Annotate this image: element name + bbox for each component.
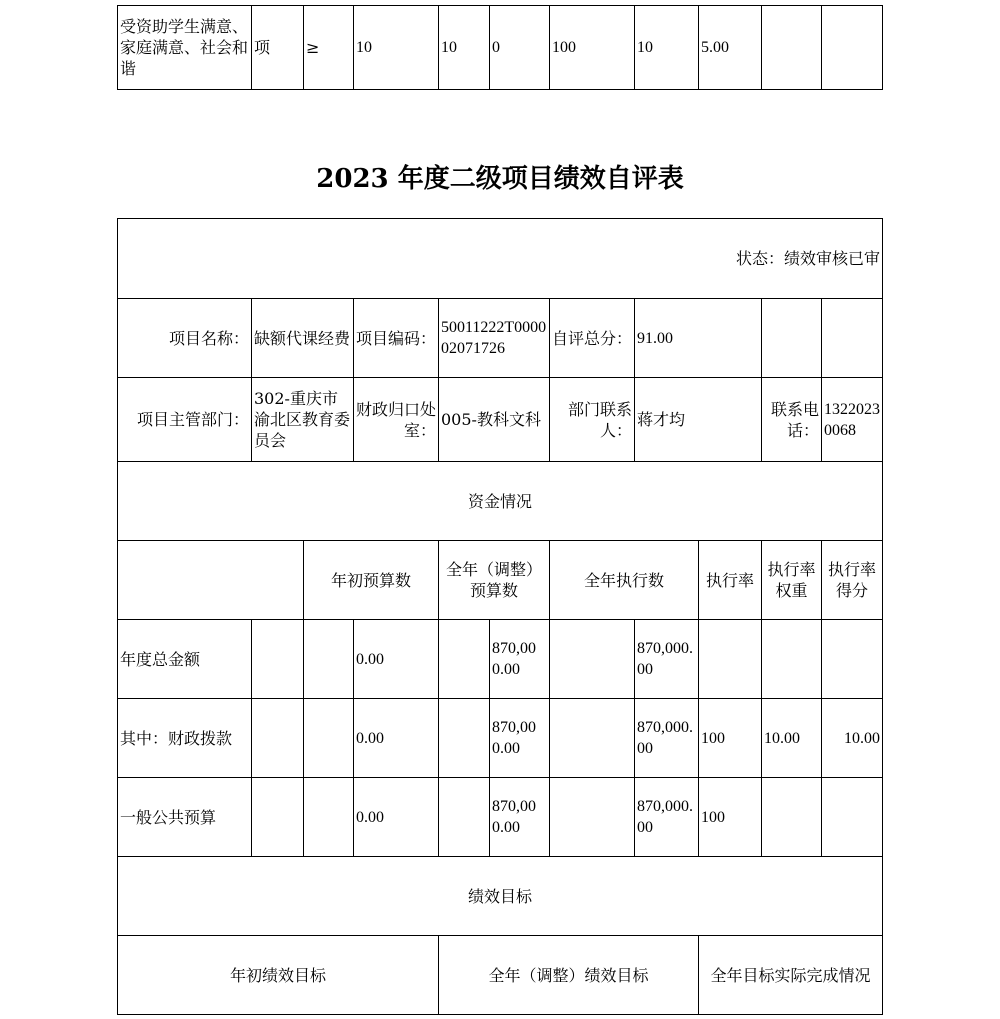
dept-label: 项目主管部门： [118, 378, 252, 462]
indicator-deviation: 0 [490, 6, 550, 90]
performance-header-row [118, 936, 883, 1015]
empty-cell [304, 699, 354, 778]
rate-score-value: 10.00 [822, 699, 883, 778]
executed-header: 全年执行数 [550, 541, 699, 620]
rate-value [699, 620, 762, 699]
department-row [118, 378, 883, 462]
rate-score-value [822, 778, 883, 857]
rate-weight-value [762, 620, 822, 699]
indicator-col10 [762, 6, 822, 90]
indicator-weight: 10 [635, 6, 699, 90]
empty-cell [439, 620, 490, 699]
page-title: 2023 年度二级项目绩效自评表 [316, 164, 684, 194]
initial-budget-value: 0.00 [354, 620, 439, 699]
finance-value: 005-教科文科 [439, 378, 550, 462]
funds-section-title: 资金情况 [118, 462, 883, 541]
self-score-label: 自评总分： [550, 299, 635, 378]
empty-cell [550, 620, 635, 699]
adjusted-budget-value: 870,000.00 [490, 620, 550, 699]
evaluation-table-wrapper [117, 218, 883, 1015]
initial-budget-header: 年初预算数 [304, 541, 439, 620]
indicator-actual: 10 [439, 6, 490, 90]
project-name-row [118, 299, 883, 378]
empty-cell [550, 699, 635, 778]
adjusted-budget-header: 全年（调整）预算数 [439, 541, 550, 620]
funds-row-label: 其中：财政拨款 [118, 699, 252, 778]
previous-table-fragment [117, 5, 882, 90]
project-code-label: 项目编码： [354, 299, 439, 378]
rate-score-value [822, 620, 883, 699]
phone-value: 13220230068 [822, 378, 883, 462]
performance-section-row [118, 857, 883, 936]
funds-header-row [118, 541, 883, 620]
indicator-unit: 项 [252, 6, 304, 90]
empty-cell [304, 778, 354, 857]
rate-weight-value [762, 778, 822, 857]
adjusted-budget-value: 870,000.00 [490, 778, 550, 857]
funds-row [118, 699, 883, 778]
empty-cell [439, 778, 490, 857]
finance-label: 财政归口处室： [354, 378, 439, 462]
status-row [118, 219, 883, 299]
self-score: 91.00 [635, 299, 762, 378]
empty-cell [550, 778, 635, 857]
contact-value: 蒋才均 [635, 378, 762, 462]
contact-label: 部门联系人： [550, 378, 635, 462]
status-text: 状态：绩效审核已审 [118, 219, 883, 299]
indicator-col11 [822, 6, 883, 90]
empty-cell [252, 620, 304, 699]
empty-cell [252, 699, 304, 778]
project-code: 50011222T000002071726 [439, 299, 550, 378]
indicator-score: 5.00 [699, 6, 762, 90]
empty-cell [762, 299, 822, 378]
rate-weight-header: 执行率权重 [762, 541, 822, 620]
initial-goal-header: 年初绩效目标 [118, 936, 439, 1015]
indicator-rate: 100 [550, 6, 635, 90]
initial-budget-value: 0.00 [354, 778, 439, 857]
executed-value: 870,000.00 [635, 778, 699, 857]
indicator-operator: ≥ [304, 6, 354, 90]
indicator-name: 受资助学生满意、家庭满意、社会和谐 [118, 6, 252, 90]
adjusted-budget-value: 870,000.00 [490, 699, 550, 778]
phone-label: 联系电话： [762, 378, 822, 462]
evaluation-table [117, 218, 883, 1015]
empty-cell [439, 699, 490, 778]
empty-cell [822, 299, 883, 378]
funds-row-label: 一般公共预算 [118, 778, 252, 857]
funds-row-label: 年度总金额 [118, 620, 252, 699]
actual-completion-header: 全年目标实际完成情况 [699, 936, 883, 1015]
rate-value: 100 [699, 778, 762, 857]
table-row [118, 6, 883, 90]
rate-value: 100 [699, 699, 762, 778]
project-name: 缺额代课经费 [252, 299, 354, 378]
funds-row [118, 620, 883, 699]
project-name-label: 项目名称： [118, 299, 252, 378]
indicator-target: 10 [354, 6, 439, 90]
executed-value: 870,000.00 [635, 699, 699, 778]
funds-row [118, 778, 883, 857]
indicator-table [117, 5, 883, 90]
empty-cell [118, 541, 304, 620]
funds-section-row [118, 462, 883, 541]
executed-value: 870,000.00 [635, 620, 699, 699]
initial-budget-value: 0.00 [354, 699, 439, 778]
dept-value: 302-重庆市渝北区教育委员会 [252, 378, 354, 462]
rate-header: 执行率 [699, 541, 762, 620]
empty-cell [304, 620, 354, 699]
rate-score-header: 执行率得分 [822, 541, 883, 620]
adjusted-goal-header: 全年（调整）绩效目标 [439, 936, 699, 1015]
empty-cell [252, 778, 304, 857]
rate-weight-value: 10.00 [762, 699, 822, 778]
performance-section-title: 绩效目标 [118, 857, 883, 936]
